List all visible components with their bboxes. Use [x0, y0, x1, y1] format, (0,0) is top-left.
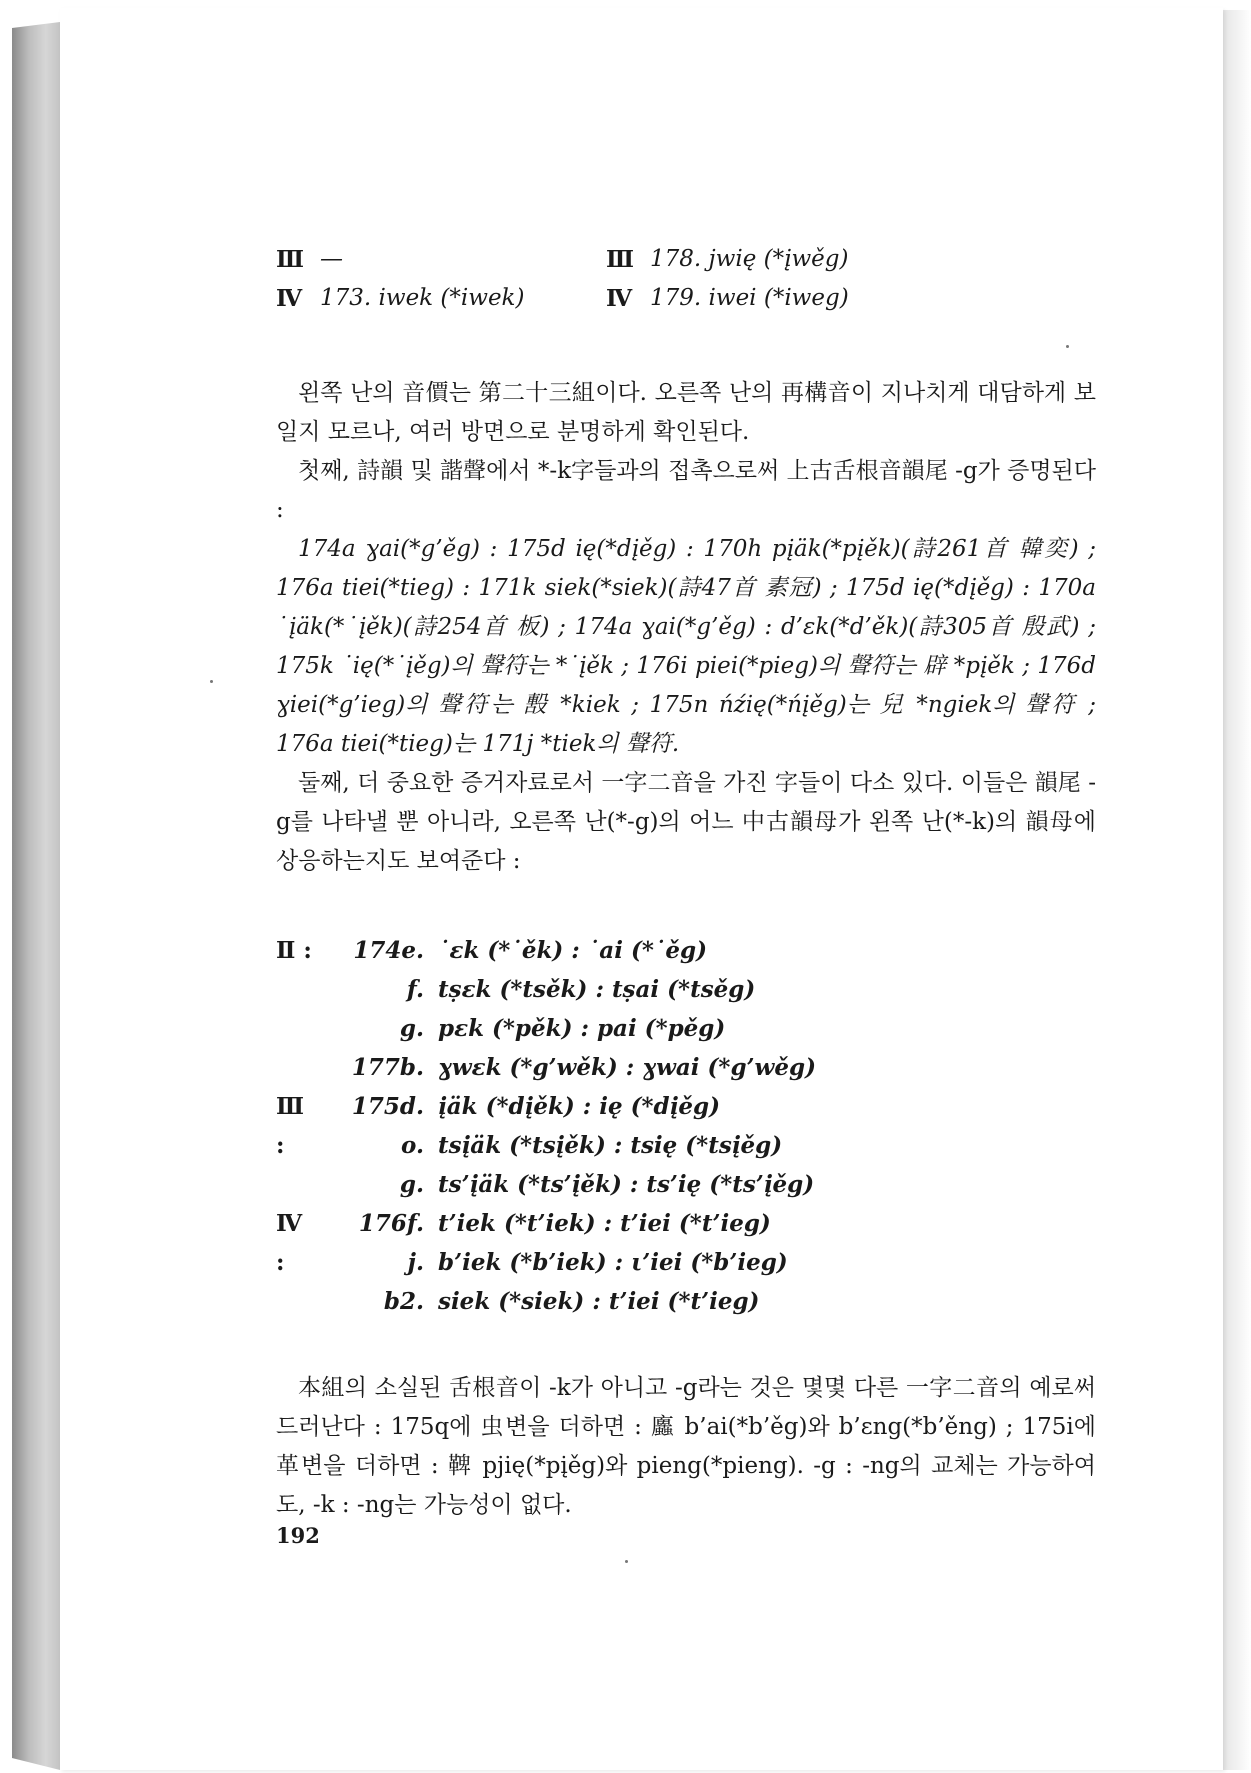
paragraph-1: 왼쪽 난의 音價는 第二十三組이다. 오른쪽 난의 再構音이 지나치게 대담하게 보일지 모르나, 여러 방면으로 분명하게 확인된다.	[276, 380, 1096, 445]
book-edge	[12, 22, 60, 1770]
scan-speck	[1066, 345, 1069, 348]
paragraph-2: 첫째, 詩韻 및 諧聲에서 *-k字들과의 접촉으로써 上古舌根音韻尾 -g가 증명된다 :	[276, 458, 1096, 523]
table-cell: 173. iwek (*iwek)	[320, 285, 525, 311]
list-item: o. tsįäk (*tsįěk) : tsię (*tsįěg)	[401, 1132, 783, 1159]
evidence-paragraph: 174a ɣai(*g’ěg) : 175d ię(*dįěg) : 170h pįäk(*pįěk)(詩261首 韓奕) ; 176a tiei(*tieg) : 171k siek(*siek)(詩47首 素冠) ; 175d ię(*dįěg) : 170a ˙įäk(*˙įěk)(詩254首 板) ; 174a ɣai(*g’ěg) : d’ɛk(*d’ěk)(詩305首 殷武) ; 175k ˙ię(*˙įěg)의 聲符는 *˙įěk ; 176i piei(*pieg)의 聲符는 辟 *pįěk ; 176d ɣiei(*g’ieg)의 聲符는 毄 *kiek ; 175n ńźię(*ńįěg)는 兒 *ngiek의 聲符 ; 176a tiei(*tieg)는 171j *tiek의 聲符.	[276, 536, 1096, 757]
paragraph-3: 둘째, 더 중요한 증거자료로서 一字二音을 가진 字들이 다소 있다. 이들은 韻尾 -g를 나타낼 뿐 아니라, 오른쪽 난(*-g)의 어느 中古韻母가 왼쪽 난(*-k)의 韻母에 상응하는지도 보여준다 :	[276, 770, 1096, 874]
roman-numeral: Ⅲ	[606, 246, 635, 273]
table-cell: 179. iwei (*iweg)	[650, 285, 849, 311]
doublet-list	[276, 931, 1096, 1321]
roman-numeral: Ⅲ	[276, 246, 305, 273]
table-cell: —	[320, 246, 343, 272]
page-shadow	[1223, 10, 1251, 1770]
table-cell: 178. jwię (*įwěg)	[650, 246, 849, 272]
list-item: Ⅱ : 174e. ˙ɛk (*˙ěk) : ˙ai (*˙ěg)	[276, 937, 707, 964]
list-item: j. b’iek (*b’iek) : ι’iei (*b’ieg)	[407, 1249, 788, 1276]
scan-speck	[625, 1560, 628, 1563]
list-item: Ⅳ : 176f. t’iek (*t’iek) : t’iei (*t’ieg)	[276, 1210, 771, 1276]
list-item: b2. siek (*siek) : t’iei (*t’ieg)	[383, 1288, 760, 1315]
page-number: 192	[276, 1523, 320, 1548]
list-item: f. tṣɛk (*tsěk) : tṣai (*tsěg)	[406, 976, 756, 1003]
list-item: 177b. ɣwɛk (*g’wěk) : ɣwai (*g’wěg)	[351, 1054, 816, 1081]
page-content	[276, 240, 1096, 1525]
list-item: g. pɛk (*pěk) : pai (*pěg)	[399, 1015, 726, 1042]
list-item: Ⅲ : 175d. įäk (*dįěk) : ię (*dįěg)	[276, 1093, 720, 1159]
roman-numeral: Ⅳ	[606, 285, 633, 312]
table-row	[276, 240, 1096, 279]
paragraph-4: 本組의 소실된 舌根音이 -k가 아니고 -g라는 것은 몇몇 다른 一字二音의 예로써 드러난다 : 175q에 虫변을 더하면 : 蠯 b’ai(*b’ěg)와 b’ɛng(*b’ěng) ; 175i에 革변을 더하면 : 鞞 pjię(*pįěg)와 pieng(*pieng). -g : -ng의 교체는 가능하여도, -k : -ng는 가능성이 없다.	[276, 1375, 1096, 1518]
table-row	[276, 279, 1096, 318]
list-item: g. ts’įäk (*ts’įěk) : ts’ię (*ts’įěg)	[399, 1171, 815, 1198]
scan-speck	[210, 680, 213, 683]
roman-numeral: Ⅳ	[276, 285, 303, 312]
